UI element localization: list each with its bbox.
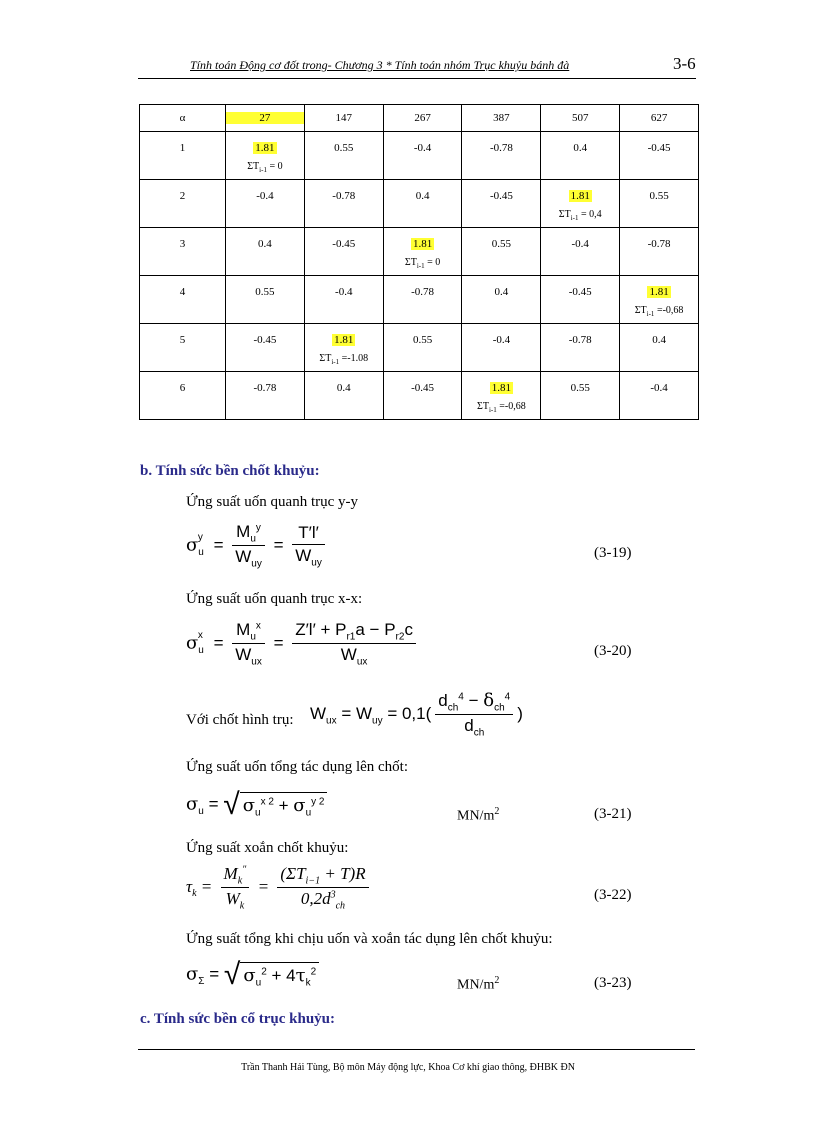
sum-annotation: $\Sigma T_{i-1} =-1.08$ [319,353,369,366]
table-header-row [140,105,699,132]
table-cell: 0.4 [620,324,699,372]
eq-number-3-22: (3-22) [594,887,632,903]
formula-section-modulus: $W_{ux} = W_{uy} = 0,1$( $\frac{d_{ch}^4 - \delta_{ch}^4}{d_{ch}}$ ) [310,690,523,739]
table-cell: -0.45 [620,132,699,180]
page-number: 3-6 [673,54,696,73]
sum-annotation: $\Sigma T_{i-1} = 0,4$ [558,209,602,222]
table-row [140,180,699,228]
table-cell: 1.81 $\Sigma T_{i-1} =-1.08$ [304,324,383,372]
paragraph-bending-xx: Ứng suất uốn quanh trục x-x: [186,591,363,607]
eq-number-3-21: (3-21) [594,806,632,822]
table-cell: 0.55 [541,372,620,420]
header-rule [138,78,696,79]
eq-number-3-23: (3-23) [594,975,632,991]
table-cell: -0.45 [383,372,462,420]
table-cell: -0.45 [462,180,541,228]
formula-3-21: $\sigma_u$ = √ $\sigma_u^{x 2} + \sigma_u^{y 2}$ [186,788,327,822]
table-cell: -0.45 [226,324,305,372]
paragraph-combined: Ứng suất tổng khi chịu uốn và xoắn tác dụng lên chốt khuỷu: [186,931,553,947]
table-cell: 0.55 [620,180,699,228]
footer-rule [138,1049,695,1050]
cylinder-index: 6 [140,372,226,420]
table-cell: 1.81 $\Sigma T_{i-1} = 0$ [383,228,462,276]
table-cell: -0.78 [304,180,383,228]
table-cell: -0.45 [304,228,383,276]
table-cell: 0.55 [304,132,383,180]
table-cell: 1.81 $\Sigma T_{i-1} = 0$ [226,132,305,180]
paragraph-bending-yy: Ứng suất uốn quanh trục y-y [186,494,359,510]
table-row [140,132,699,180]
sum-annotation: $\Sigma T_{i-1} = 0$ [247,161,283,174]
formula-3-22: $\tau_k$ = $\frac{M_k''}{W_k}$ = $\frac{(\Sigma T_{i-1} + T)R}{0,2d^3_{ch}}$ [186,864,373,912]
table-row [140,372,699,420]
cylinder-index: 2 [140,180,226,228]
table-cell: 1.81 $\Sigma T_{i-1} =-0,68$ [462,372,541,420]
paragraph-total-bending: Ứng suất uốn tổng tác dụng lên chốt: [186,759,409,775]
header-angle: 387 [462,105,541,132]
header-angle: 147 [304,105,383,132]
eq-number-3-20: (3-20) [594,643,632,659]
paragraph-torsion: Ứng suất xoắn chốt khuỷu: [186,840,349,856]
torque-table [139,104,699,420]
table-row [140,324,699,372]
table-cell: -0.4 [620,372,699,420]
table-cell: -0.78 [226,372,305,420]
paragraph-cylindrical-pin: Với chốt hình trụ: [186,712,294,728]
table-cell: -0.4 [541,228,620,276]
eq-number-3-19: (3-19) [594,545,632,561]
table-cell: -0.45 [541,276,620,324]
section-c-title: c. Tính sức bền cổ trục khuỷu: [140,1011,336,1027]
table-cell: 0.55 [226,276,305,324]
table-cell: 0.4 [383,180,462,228]
cylinder-index: 1 [140,132,226,180]
header-angle: 267 [383,105,462,132]
sum-annotation: $\Sigma T_{i-1} = 0$ [404,257,441,270]
table-cell: -0.78 [383,276,462,324]
formula-3-23: $\sigma_\Sigma$ = √ $\sigma_u^2 + 4\tau_k^2$ [186,958,319,992]
table-cell: -0.4 [383,132,462,180]
unit-3-23: $MN/m^2$ [457,975,500,993]
cylinder-index: 3 [140,228,226,276]
unit-3-21: $MN/m^2$ [457,806,500,824]
table-cell: -0.4 [226,180,305,228]
sum-annotation: $\Sigma T_{i-1} =-0,68$ [477,401,526,414]
table-cell: 1.81 $\Sigma T_{i-1} = 0,4$ [541,180,620,228]
footer-text: Trần Thanh Hải Tùng, Bộ môn Máy động lực, Khoa Cơ khí giao thông, ĐHBK ĐN [241,1062,575,1073]
header-angle: 507 [541,105,620,132]
formula-3-19: $\sigma_u^y$ = $\frac{M_u^y}{W_{uy}}$ = $\frac{T'l'}{W_{uy}}$ [186,522,329,570]
table-cell: 0.55 [383,324,462,372]
table-cell: 0.4 [304,372,383,420]
table-cell: -0.78 [541,324,620,372]
header-alpha: α [140,105,226,132]
table-cell: -0.4 [304,276,383,324]
table-cell: -0.78 [462,132,541,180]
table-cell: -0.78 [620,228,699,276]
header-title: Tính toán Động cơ đốt trong- Chương 3 * Tính toán nhóm Trục khuỷu bánh đà [190,58,570,72]
header-angle: 627 [620,105,699,132]
table-row [140,276,699,324]
table-cell: 0.4 [462,276,541,324]
formula-3-20: $\sigma_u^x$ = $\frac{M_u^x}{W_{ux}}$ = $\frac{Z'l' + P_{r1}a - P_{r2}c}{W_{ux}}$ [186,620,420,668]
table-row [140,228,699,276]
header-angle: 27 [226,105,305,132]
table-cell: 0.4 [541,132,620,180]
table-cell: 0.55 [462,228,541,276]
table-cell: 1.81 $\Sigma T_{i-1} =-0,68$ [620,276,699,324]
table-cell: -0.4 [462,324,541,372]
table-cell: 0.4 [226,228,305,276]
sum-annotation: $\Sigma T_{i-1} =-0,68$ [634,305,684,318]
section-b-title: b. Tính sức bền chốt khuỷu: [140,463,320,479]
cylinder-index: 4 [140,276,226,324]
cylinder-index: 5 [140,324,226,372]
